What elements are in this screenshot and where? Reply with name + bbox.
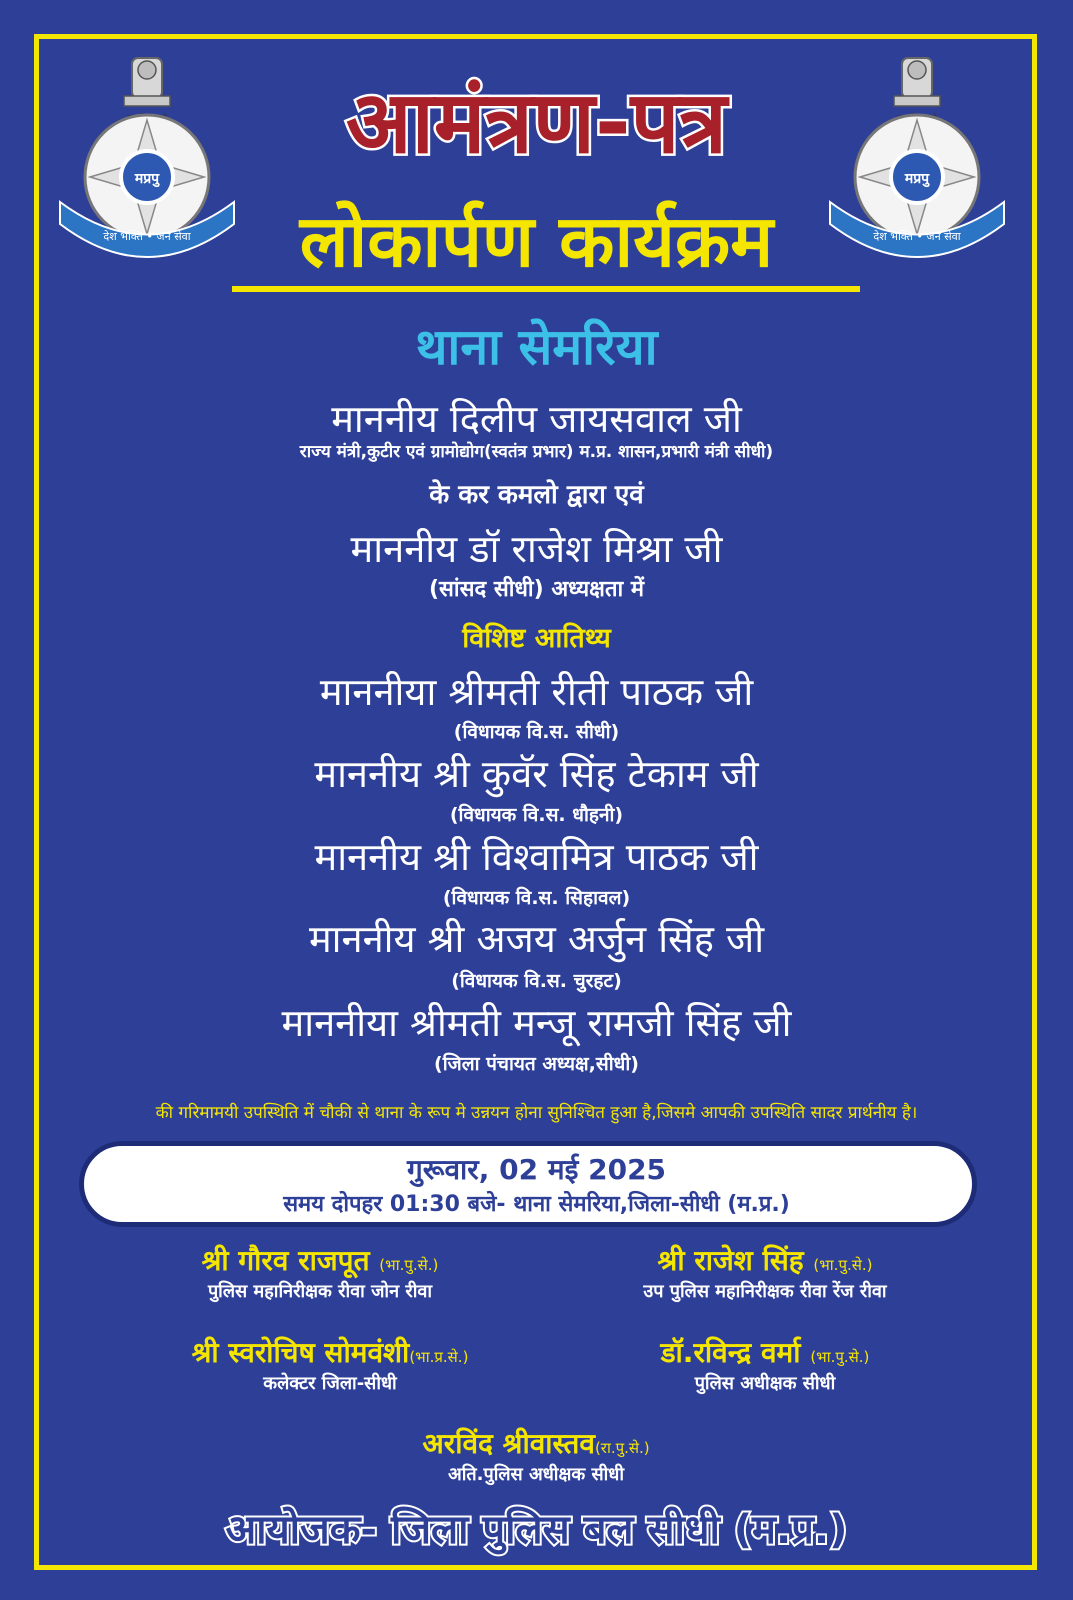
guest-designation: (विधायक वि.स. धौहनी) — [449, 804, 624, 826]
invitation-title: आमंत्रण-पत्र — [346, 73, 727, 173]
guest-name: माननीय श्री कुवॅर सिंह टेकाम जी — [314, 752, 759, 796]
official-role: पुलिस अधीक्षक सीधी — [694, 1373, 836, 1394]
chair-name: माननीय डॉ राजेश मिश्रा जी — [350, 527, 723, 571]
guest-name: माननीय श्री अजय अर्जुन सिंह जी — [308, 917, 765, 961]
chief-guest-designation: राज्य मंत्री,कुटीर एवं ग्रामोद्योग(स्वतंत्र प्रभार) म.प्र. शासन,प्रभारी मंत्री सीधी) — [299, 442, 774, 462]
official-role: अति.पुलिस अधीक्षक सीधी — [447, 1464, 625, 1485]
guest-designation: (जिला पंचायत अध्यक्ष,सीधी) — [434, 1053, 639, 1075]
official-name: अरविंद श्रीवास्तव — [422, 1427, 595, 1460]
emblem-ribbon-left: देश भक्ति • जन सेवा — [103, 230, 191, 243]
special-guests-label: विशिष्ट आतिथ्य — [462, 623, 611, 654]
station-name: थाना सेमरिया — [415, 318, 658, 376]
official-role: उप पुलिस महानिरीक्षक रीवा रेंज रीवा — [643, 1281, 887, 1302]
emblem-ribbon-right: देश भक्ति • जन सेवा — [873, 230, 961, 243]
connector-text: के कर कमलो द्वारा एवं — [429, 480, 644, 510]
official-name: श्री स्वरोचिष सोमवंशी — [191, 1336, 410, 1369]
guest-name: माननीया श्रीमती मन्जू रामजी सिंह जी — [281, 1001, 792, 1045]
official-block — [570, 1244, 960, 1302]
organiser-line: आयोजक- जिला पुलिस बल सीधी (म.प्र.) — [225, 1507, 848, 1553]
chief-guest-name: माननीय दिलीप जायसवाल जी — [331, 397, 742, 441]
guest-designation: (विधायक वि.स. सिहावल) — [442, 887, 631, 909]
title-underline — [232, 286, 860, 292]
emblem-badge-right: मप्रपु — [904, 171, 930, 187]
guest-name: माननीय श्री विश्वामित्र पाठक जी — [314, 835, 759, 879]
official-service: (भा.पु.से.) — [810, 1348, 870, 1366]
official-service: (भा.पु.से.) — [813, 1256, 873, 1274]
event-type-title: लोकार्पण कार्यक्रम — [299, 199, 774, 283]
official-name: डॉ.रविन्द्र वर्मा — [660, 1336, 801, 1369]
official-block — [570, 1336, 960, 1394]
guest-designation: (विधायक वि.स. सीधी) — [453, 721, 620, 743]
official-service: (भा.पु.से.) — [379, 1256, 439, 1274]
official-block — [120, 1336, 540, 1394]
official-block — [120, 1244, 520, 1302]
event-date: गुरूवार, 02 मई 2025 — [406, 1153, 667, 1186]
official-name: श्री गौरव राजपूत — [201, 1244, 370, 1277]
guest-designation: (विधायक वि.स. चुरहट) — [451, 970, 622, 992]
emblem-badge-left: मप्रपु — [134, 171, 160, 187]
official-role: कलेक्टर जिला-सीधी — [263, 1373, 397, 1394]
chair-designation: (सांसद सीधी) अध्यक्षता में — [428, 577, 645, 602]
official-service: (रा.पु.से.) — [594, 1439, 650, 1457]
official-service: (भा.प्र.से.) — [409, 1348, 469, 1366]
presence-note: की गरिमामयी उपस्थिति में चौकी से थाना के रूप मे उन्नयन होना सुनिश्चित हुआ है,जिसमे आपकी उपस्थिति सादर प्रार्थनीय है। — [155, 1103, 918, 1123]
official-name: श्री राजेश सिंह — [657, 1244, 804, 1277]
official-role: पुलिस महानिरीक्षक रीवा जोन रीवा — [207, 1281, 433, 1302]
guest-name: माननीया श्रीमती रीती पाठक जी — [319, 670, 754, 714]
official-block — [316, 1427, 756, 1485]
event-time-venue: समय दोपहर 01:30 बजे- थाना सेमरिया,जिला-सीधी (म.प्र.) — [283, 1192, 790, 1217]
